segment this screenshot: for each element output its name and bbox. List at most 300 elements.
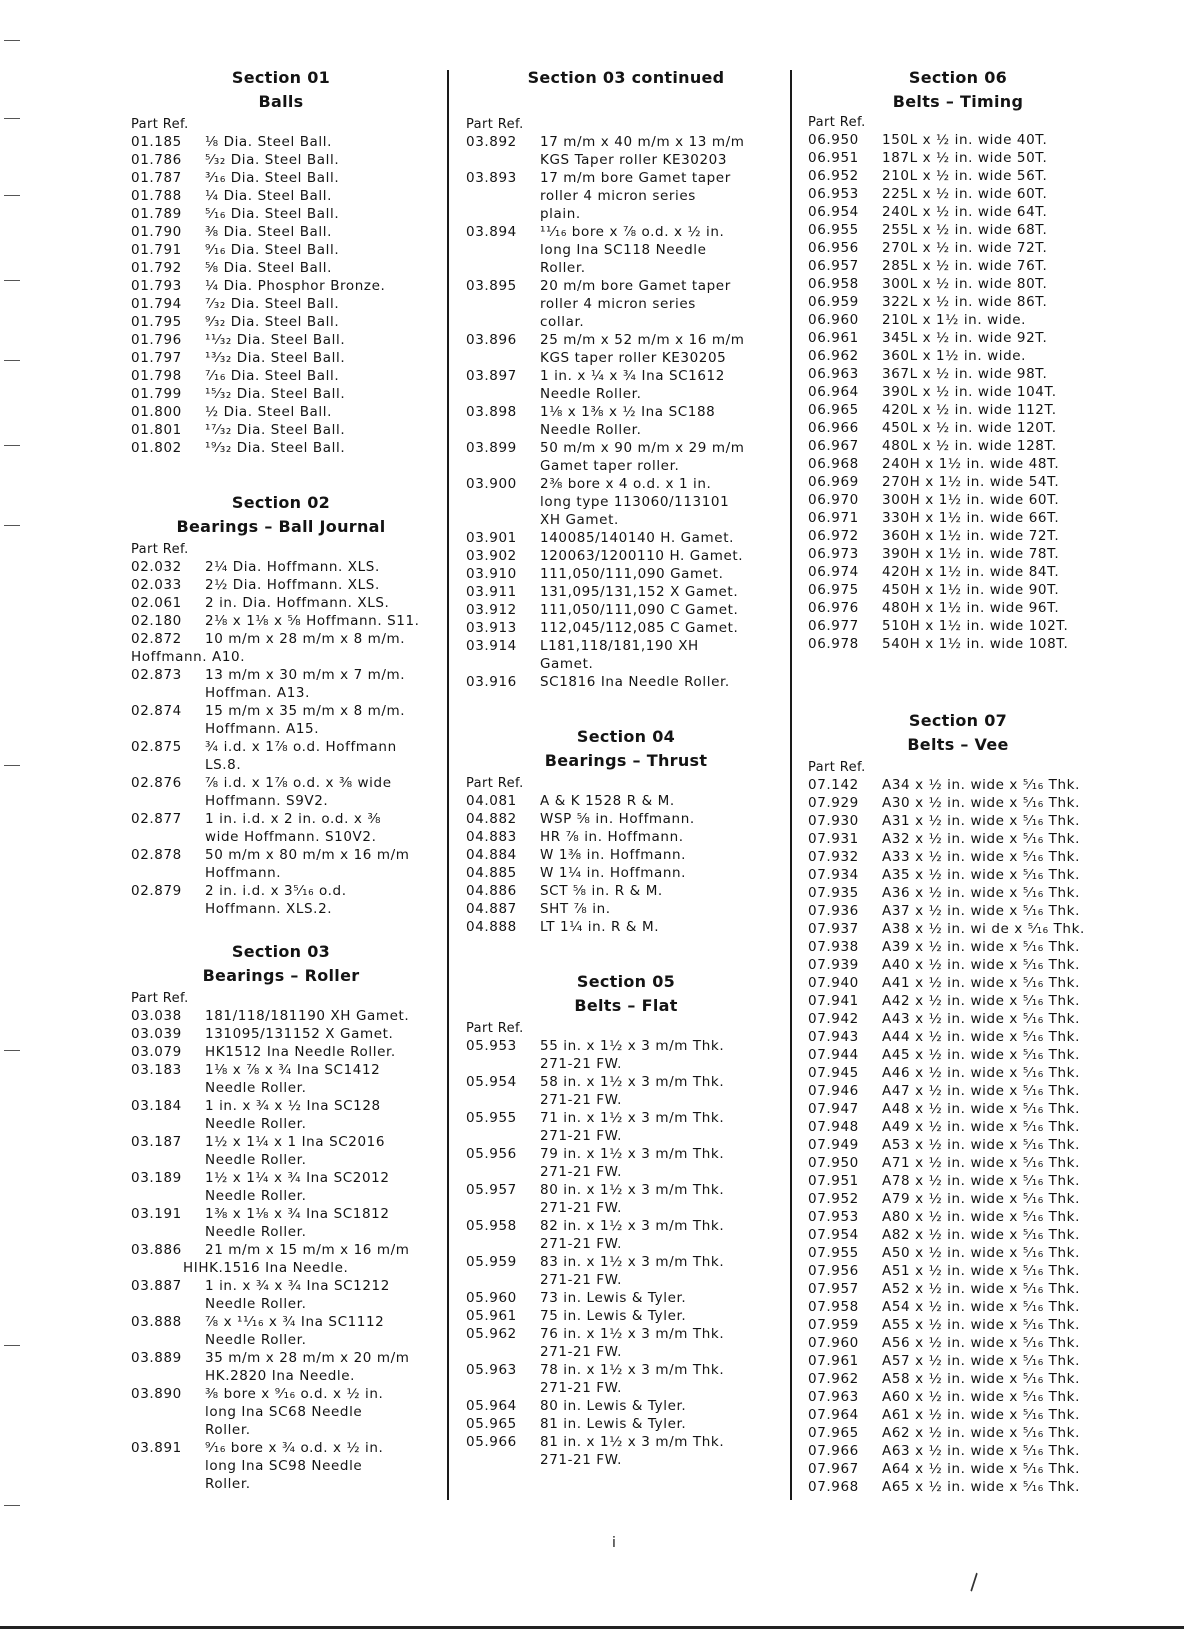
part-desc: 2⅛ x 1⅛ x ⅝ Hoffmann. S11. (205, 613, 420, 629)
part-row (808, 239, 1108, 257)
part-desc: A60 x ½ in. wide x ⁵⁄₁₆ Thk. (882, 1389, 1080, 1405)
part-code: 07.953 (808, 1209, 859, 1225)
part-row (808, 1406, 1108, 1424)
part-desc: A43 x ½ in. wide x ⁵⁄₁₆ Thk. (882, 1011, 1080, 1027)
part-code: 03.896 (466, 332, 517, 348)
part-desc: 345L x ½ in. wide 92T. (882, 330, 1048, 346)
part-row (131, 421, 431, 439)
part-desc: SHT ⅞ in. (540, 901, 611, 917)
part-code: 07.929 (808, 795, 859, 811)
part-desc: ¹⁵⁄₃₂ Dia. Steel Ball. (205, 386, 346, 402)
part-desc: A64 x ½ in. wide x ⁵⁄₁₆ Thk. (882, 1461, 1080, 1477)
part-row (466, 331, 786, 367)
part-row (808, 365, 1108, 383)
part-row (466, 1037, 786, 1073)
part-code: 02.872 (131, 631, 182, 647)
part-code: 05.954 (466, 1074, 517, 1090)
part-desc-line: 83 in. x 1½ x 3 m/m Thk. (540, 1254, 725, 1270)
part-desc-line: ¾ i.d. x 1⅞ o.d. Hoffmann (205, 739, 397, 755)
section-title: Section 03 continued (527, 68, 725, 87)
part-row (131, 1241, 431, 1259)
part-row (808, 275, 1108, 293)
part-row (808, 1370, 1108, 1388)
part-code: 05.953 (466, 1038, 517, 1054)
part-row (131, 187, 431, 205)
part-row (808, 1064, 1108, 1082)
part-code: 06.962 (808, 348, 859, 364)
section-subtitle: Balls (258, 92, 304, 111)
part-desc-line: 78 in. x 1½ x 3 m/m Thk. (540, 1362, 725, 1378)
section-subtitle: Belts – Flat (574, 996, 678, 1015)
part-row (808, 149, 1108, 167)
part-code: 02.874 (131, 703, 182, 719)
section-title: Section 07 (908, 711, 1008, 730)
part-row (466, 1217, 786, 1253)
part-code: 07.955 (808, 1245, 859, 1261)
part-row (808, 1010, 1108, 1028)
part-code: 05.963 (466, 1362, 517, 1378)
part-row (131, 151, 431, 169)
part-desc-line: 35 m/m x 28 m/m x 20 m/m (205, 1350, 410, 1366)
part-code: 05.956 (466, 1146, 517, 1162)
part-desc-line: Needle Roller. (205, 1188, 307, 1204)
section-title: Section 02 (231, 493, 331, 512)
part-desc: ⅜ Dia. Steel Ball. (205, 224, 333, 240)
part-desc: A65 x ½ in. wide x ⁵⁄₁₆ Thk. (882, 1479, 1080, 1495)
part-row (808, 794, 1108, 812)
part-code: 07.966 (808, 1443, 859, 1459)
part-desc-line: collar. (540, 314, 585, 330)
part-desc-line: 20 m/m bore Gamet taper (540, 278, 731, 294)
part-row (808, 902, 1108, 920)
part-code: 03.888 (131, 1314, 182, 1330)
part-desc (540, 1073, 786, 1109)
part-code: 04.884 (466, 847, 517, 863)
part-code: 06.969 (808, 474, 859, 490)
part-desc: 210L x ½ in. wide 56T. (882, 168, 1048, 184)
part-row (131, 882, 431, 918)
part-desc (205, 1169, 431, 1205)
part-code: 06.968 (808, 456, 859, 472)
part-desc: A58 x ½ in. wide x ⁵⁄₁₆ Thk. (882, 1371, 1080, 1387)
part-code: 07.958 (808, 1299, 859, 1315)
part-row (808, 956, 1108, 974)
part-code: 07.940 (808, 975, 859, 991)
part-desc: 330H x 1½ in. wide 66T. (882, 510, 1060, 526)
part-desc-line: 1 in. i.d. x 2 in. o.d. x ⅜ (205, 811, 382, 827)
part-code: 02.879 (131, 883, 182, 899)
part-desc: A55 x ½ in. wide x ⁵⁄₁₆ Thk. (882, 1317, 1080, 1333)
part-desc: 360L x 1½ in. wide. (882, 348, 1027, 364)
part-desc: 80 in. Lewis & Tyler. (540, 1398, 687, 1414)
part-code: 07.946 (808, 1083, 859, 1099)
part-code: 05.955 (466, 1110, 517, 1126)
part-desc-line: KGS taper roller KE30205 (540, 350, 727, 366)
part-desc-line: 1⅛ x ⅞ x ¾ Ina SC1412 (205, 1062, 381, 1078)
parts-list (131, 133, 431, 457)
part-row (466, 529, 786, 547)
part-row (131, 846, 431, 882)
part-code: 03.079 (131, 1044, 182, 1060)
part-code: 04.886 (466, 883, 517, 899)
part-desc: A42 x ½ in. wide x ⁵⁄₁₆ Thk. (882, 993, 1080, 1009)
part-row (131, 1277, 431, 1313)
part-code: 07.932 (808, 849, 859, 865)
part-desc-line: LS.8. (205, 757, 242, 773)
part-desc: A62 x ½ in. wide x ⁵⁄₁₆ Thk. (882, 1425, 1080, 1441)
part-row (808, 617, 1108, 635)
part-desc-line: KGS Taper roller KE30203 (540, 152, 728, 168)
part-code: 03.189 (131, 1170, 182, 1186)
part-desc: 75 in. Lewis & Tyler. (540, 1308, 687, 1324)
part-desc: 322L x ½ in. wide 86T. (882, 294, 1048, 310)
part-row (808, 1298, 1108, 1316)
part-row (466, 619, 786, 637)
section-subtitle: Bearings – Ball Journal (176, 517, 386, 536)
part-row (808, 491, 1108, 509)
part-code: 06.966 (808, 420, 859, 436)
part-code: 07.939 (808, 957, 859, 973)
part-code: 03.910 (466, 566, 517, 582)
part-row (808, 131, 1108, 149)
column-3 (808, 66, 1108, 1496)
part-row (466, 1415, 786, 1433)
part-code: 07.956 (808, 1263, 859, 1279)
part-code: 03.892 (466, 134, 517, 150)
part-desc (540, 1253, 786, 1289)
part-desc-line: 271-21 FW. (540, 1344, 622, 1360)
part-row (131, 594, 431, 612)
part-row (466, 169, 786, 223)
part-desc: A44 x ½ in. wide x ⁵⁄₁₆ Thk. (882, 1029, 1080, 1045)
part-desc-line: 71 in. x 1½ x 3 m/m Thk. (540, 1110, 725, 1126)
part-desc: 140085/140140 H. Gamet. (540, 530, 734, 546)
part-code: 07.942 (808, 1011, 859, 1027)
part-ref-header: Part Ref. (131, 542, 189, 557)
part-row (466, 223, 786, 277)
part-row (466, 918, 786, 936)
part-code: 03.183 (131, 1062, 182, 1078)
margin-mark (4, 360, 20, 361)
part-row (808, 563, 1108, 581)
part-desc (540, 1433, 786, 1469)
part-code: 03.895 (466, 278, 517, 294)
part-row (808, 329, 1108, 347)
part-desc (540, 133, 786, 169)
part-desc-line: Needle Roller. (205, 1152, 307, 1168)
part-desc-line: 271-21 FW. (540, 1452, 622, 1468)
part-desc-line: 79 in. x 1½ x 3 m/m Thk. (540, 1146, 725, 1162)
part-desc: W 1¼ in. Hoffmann. (540, 865, 687, 881)
part-desc-line: Hoffmann. A15. (205, 721, 320, 737)
part-row (466, 864, 786, 882)
part-desc (540, 277, 786, 331)
part-code: 03.902 (466, 548, 517, 564)
part-code: 06.964 (808, 384, 859, 400)
part-code: 07.935 (808, 885, 859, 901)
column-divider (447, 70, 449, 1500)
part-code: 01.802 (131, 440, 182, 456)
part-desc: A78 x ½ in. wide x ⁵⁄₁₆ Thk. (882, 1173, 1080, 1189)
part-code: 03.890 (131, 1386, 182, 1402)
part-row (131, 1313, 431, 1349)
part-row (131, 1061, 431, 1097)
part-code: 04.887 (466, 901, 517, 917)
part-desc-line: Hoffmann. S9V2. (205, 793, 329, 809)
part-desc-line: Needle Roller. (205, 1116, 307, 1132)
part-desc-line: 55 in. x 1½ x 3 m/m Thk. (540, 1038, 725, 1054)
part-desc: A47 x ½ in. wide x ⁵⁄₁₆ Thk. (882, 1083, 1080, 1099)
part-row (466, 277, 786, 331)
part-row (131, 1205, 431, 1241)
part-desc: ¼ Dia. Phosphor Bronze. (205, 278, 386, 294)
part-row (808, 257, 1108, 275)
part-desc: W 1⅜ in. Hoffmann. (540, 847, 687, 863)
part-desc: 111,050/111,090 Gamet. (540, 566, 724, 582)
part-desc: 510H x 1½ in. wide 102T. (882, 618, 1069, 634)
margin-mark (4, 525, 20, 526)
part-desc-line: 1½ x 1¼ x 1 Ina SC2016 (205, 1134, 386, 1150)
part-desc-line: Hoffman. A13. (205, 685, 310, 701)
part-code: 07.951 (808, 1173, 859, 1189)
part-desc: HK1512 Ina Needle Roller. (205, 1044, 396, 1060)
part-code: 03.191 (131, 1206, 182, 1222)
part-row (131, 169, 431, 187)
margin-mark (4, 280, 20, 281)
part-desc: 187L x ½ in. wide 50T. (882, 150, 1048, 166)
part-row (808, 419, 1108, 437)
part-desc: 2¼ Dia. Hoffmann. XLS. (205, 559, 380, 575)
part-ref-header: Part Ref. (131, 991, 189, 1006)
part-desc (205, 774, 431, 810)
part-code: 07.949 (808, 1137, 859, 1153)
part-row (466, 583, 786, 601)
part-desc: 131,095/131,152 X Gamet. (540, 584, 739, 600)
part-row (131, 702, 431, 738)
margin-mark (4, 118, 20, 119)
part-desc: 480L x ½ in. wide 128T. (882, 438, 1057, 454)
part-code: 06.958 (808, 276, 859, 292)
part-row (466, 1145, 786, 1181)
part-desc: 420L x ½ in. wide 112T. (882, 402, 1057, 418)
part-row (466, 1325, 786, 1361)
section-subtitle: Bearings – Roller (202, 966, 360, 985)
part-desc: ⅛ Dia. Steel Ball. (205, 134, 333, 150)
part-desc: A39 x ½ in. wide x ⁵⁄₁₆ Thk. (882, 939, 1080, 955)
part-desc: LT 1¼ in. R & M. (540, 919, 660, 935)
part-code: 03.887 (131, 1278, 182, 1294)
part-code: 03.894 (466, 224, 517, 240)
part-desc-line: L181,118/181,190 XH (540, 638, 699, 654)
part-code: 02.878 (131, 847, 182, 863)
part-code: 05.966 (466, 1434, 517, 1450)
part-row (466, 1073, 786, 1109)
parts-list (808, 776, 1108, 1496)
part-row (808, 1352, 1108, 1370)
part-desc-line: HK.2820 Ina Needle. (205, 1368, 356, 1384)
part-code: 03.913 (466, 620, 517, 636)
part-row (131, 576, 431, 594)
part-code: 04.882 (466, 811, 517, 827)
part-row (808, 1388, 1108, 1406)
part-row (131, 1007, 431, 1025)
part-row (466, 367, 786, 403)
part-desc-line: 2 in. i.d. x 3⁵⁄₁₆ o.d. (205, 883, 347, 899)
part-desc: A30 x ½ in. wide x ⁵⁄₁₆ Thk. (882, 795, 1080, 811)
margin-mark (4, 445, 20, 446)
part-code: 01.794 (131, 296, 182, 312)
part-desc (205, 666, 431, 702)
part-desc-line: 271-21 FW. (540, 1272, 622, 1288)
part-desc-line: 271-21 FW. (540, 1056, 622, 1072)
part-code: 03.889 (131, 1350, 182, 1366)
part-row (466, 1433, 786, 1469)
part-desc-line: 271-21 FW. (540, 1128, 622, 1144)
part-code: 06.973 (808, 546, 859, 562)
part-row (808, 1082, 1108, 1100)
part-code: 05.962 (466, 1326, 517, 1342)
part-code: 06.975 (808, 582, 859, 598)
part-desc: 21 m/m x 15 m/m x 16 m/m (205, 1242, 410, 1258)
part-desc: 181/118/181190 XH Gamet. (205, 1008, 410, 1024)
parts-list (466, 792, 786, 936)
part-desc: ⁷⁄₃₂ Dia. Steel Ball. (205, 296, 340, 312)
part-row (466, 1253, 786, 1289)
part-row (466, 828, 786, 846)
part-desc (205, 1133, 431, 1169)
part-row (131, 439, 431, 457)
part-desc-line: 50 m/m x 80 m/m x 16 m/m (205, 847, 410, 863)
part-row (466, 900, 786, 918)
part-code: 01.786 (131, 152, 182, 168)
margin-mark (4, 1050, 20, 1051)
part-code: 04.081 (466, 793, 517, 809)
part-code: 06.971 (808, 510, 859, 526)
part-desc-line: long type 113060/113101 (540, 494, 730, 510)
part-row (131, 403, 431, 421)
page-number: i (612, 1535, 616, 1551)
part-code: 07.941 (808, 993, 859, 1009)
part-row (808, 293, 1108, 311)
part-desc-line: 58 in. x 1½ x 3 m/m Thk. (540, 1074, 725, 1090)
part-desc: 81 in. Lewis & Tyler. (540, 1416, 687, 1432)
part-row (131, 223, 431, 241)
part-desc (540, 439, 786, 475)
part-code: 03.187 (131, 1134, 182, 1150)
part-desc: 480H x 1½ in. wide 96T. (882, 600, 1060, 616)
part-row (808, 581, 1108, 599)
part-desc (540, 637, 786, 673)
part-row (131, 1097, 431, 1133)
part-row (808, 974, 1108, 992)
part-row (808, 1316, 1108, 1334)
part-row (808, 1244, 1108, 1262)
part-code: 06.970 (808, 492, 859, 508)
part-code: 03.912 (466, 602, 517, 618)
section-title: Section 03 (231, 942, 331, 961)
part-desc: ¹⁹⁄₃₂ Dia. Steel Ball. (205, 440, 346, 456)
part-code: 01.791 (131, 242, 182, 258)
part-row (808, 1280, 1108, 1298)
part-code: 03.886 (131, 1242, 182, 1258)
part-code: 07.952 (808, 1191, 859, 1207)
part-row (808, 1334, 1108, 1352)
part-desc: ½ Dia. Steel Ball. (205, 404, 333, 420)
part-row (466, 846, 786, 864)
part-row (808, 1208, 1108, 1226)
part-row (131, 313, 431, 331)
part-row (808, 1460, 1108, 1478)
part-code: 07.930 (808, 813, 859, 829)
part-row (131, 367, 431, 385)
part-desc: 300H x 1½ in. wide 60T. (882, 492, 1060, 508)
part-row (808, 1478, 1108, 1496)
part-desc: SCT ⅝ in. R & M. (540, 883, 663, 899)
part-desc-continued: HIHK.1516 Ina Needle. (183, 1260, 349, 1276)
margin-mark (4, 765, 20, 766)
part-desc-line: Hoffmann. (205, 865, 282, 881)
part-desc: ¼ Dia. Steel Ball. (205, 188, 333, 204)
part-desc: A54 x ½ in. wide x ⁵⁄₁₆ Thk. (882, 1299, 1080, 1315)
part-row (808, 812, 1108, 830)
part-row (466, 1109, 786, 1145)
part-row (131, 205, 431, 223)
part-code: 06.951 (808, 150, 859, 166)
part-desc: A35 x ½ in. wide x ⁵⁄₁₆ Thk. (882, 867, 1080, 883)
part-desc: A46 x ½ in. wide x ⁵⁄₁₆ Thk. (882, 1065, 1080, 1081)
part-desc: 2 in. Dia. Hoffmann. XLS. (205, 595, 390, 611)
part-row (808, 473, 1108, 491)
part-code: 06.977 (808, 618, 859, 634)
part-desc-line: 13 m/m x 30 m/m x 7 m/m. (205, 667, 406, 683)
part-row (808, 1100, 1108, 1118)
part-desc-line: Gamet taper roller. (540, 458, 680, 474)
part-code: 06.974 (808, 564, 859, 580)
part-desc: A45 x ½ in. wide x ⁵⁄₁₆ Thk. (882, 1047, 1080, 1063)
part-row (808, 938, 1108, 956)
part-row (808, 1046, 1108, 1064)
part-row (808, 401, 1108, 419)
part-row (131, 738, 431, 774)
part-row (466, 792, 786, 810)
part-desc (540, 475, 786, 529)
part-ref-header: Part Ref. (466, 776, 524, 791)
part-row (131, 241, 431, 259)
part-desc: ⅝ Dia. Steel Ball. (205, 260, 333, 276)
part-desc-line: ⁹⁄₁₆ bore x ¾ o.d. x ½ in. (205, 1440, 384, 1456)
part-code: 02.032 (131, 559, 182, 575)
part-desc (205, 846, 431, 882)
part-desc: ⁵⁄₃₂ Dia. Steel Ball. (205, 152, 340, 168)
part-desc-line: Roller. (205, 1476, 251, 1492)
part-desc-line: 15 m/m x 35 m/m x 8 m/m. (205, 703, 406, 719)
part-code: 06.950 (808, 132, 859, 148)
part-row (466, 1289, 786, 1307)
part-desc: 390L x ½ in. wide 104T. (882, 384, 1057, 400)
part-ref-header: Part Ref. (808, 760, 866, 775)
section-title: Section 06 (908, 68, 1008, 87)
part-code: 07.959 (808, 1317, 859, 1333)
section-title: Section 04 (576, 727, 676, 746)
part-desc (205, 1349, 431, 1385)
part-row (131, 1349, 431, 1385)
part-row (808, 992, 1108, 1010)
part-code: 03.893 (466, 170, 517, 186)
part-row (466, 601, 786, 619)
part-desc-line: 271-21 FW. (540, 1164, 622, 1180)
part-row (131, 1169, 431, 1205)
part-row (131, 1043, 431, 1061)
